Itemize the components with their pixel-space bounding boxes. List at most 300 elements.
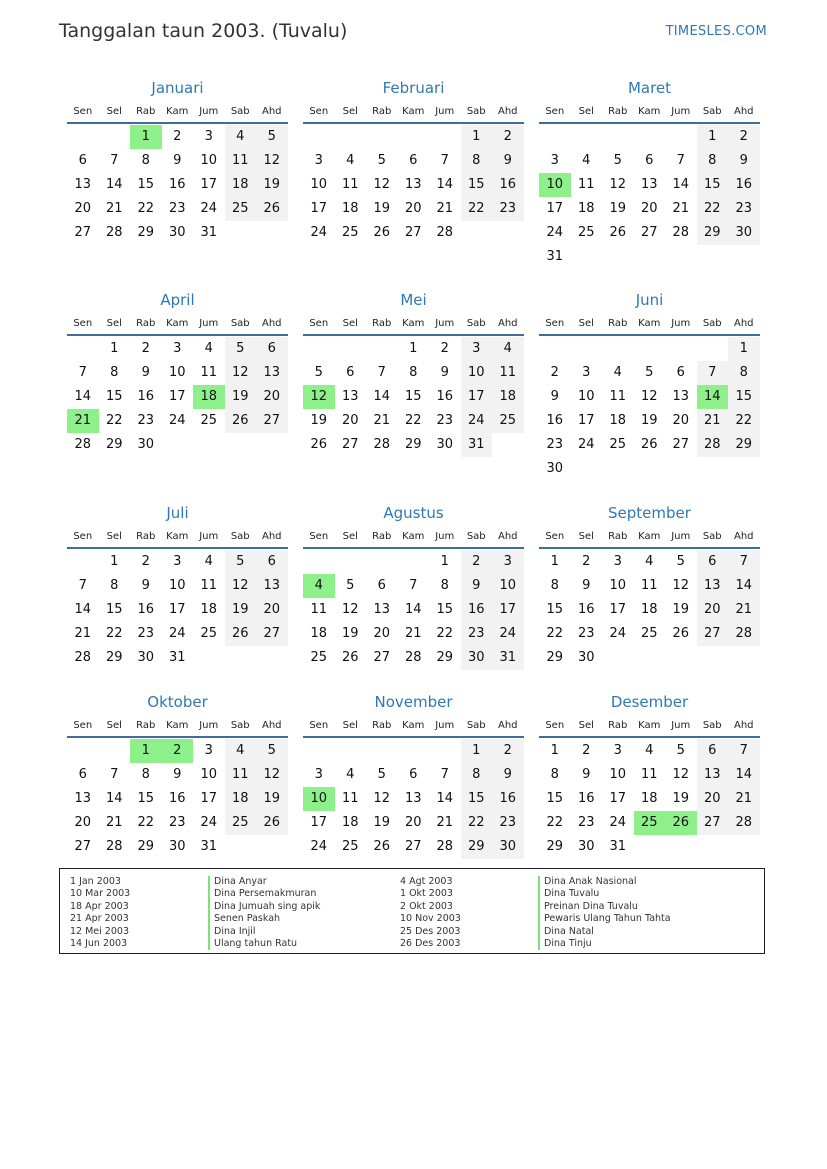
day-cell: 25 [640,626,658,641]
weekday-label: Kam [638,105,661,117]
day-cell: 6 [409,767,418,782]
day-cell: 25 [225,197,257,221]
day-cell: 23 [137,626,155,641]
empty-cell [67,125,99,149]
day-cell: 5 [676,743,685,758]
day-cell: 25 [200,626,218,641]
day-cell: 15 [461,787,493,811]
day-cell: 23 [546,437,564,452]
day-cell: 19 [310,413,328,428]
week-row [67,550,288,574]
day-cell: 8 [461,763,493,787]
weekday-label: Sel [342,530,358,542]
day-cell: 22 [137,815,155,830]
day-cell: 26 [665,811,697,835]
day-cell: 19 [672,791,690,806]
day-cell: 13 [256,361,288,385]
month-10 [67,684,288,859]
day-cell: 15 [728,385,760,409]
holiday-date: 14 Jun 2003 [70,938,128,950]
holiday-date: 25 Des 2003 [400,925,461,937]
week-row [303,173,524,197]
day-cell: 5 [225,337,257,361]
empty-cell [665,337,697,361]
day-cell: 28 [373,437,391,452]
day-cell: 21 [105,201,123,216]
weekday-label: Kam [638,317,661,329]
day-cell: 18 [225,787,257,811]
empty-cell [571,457,603,481]
weekday-label: Ahd [497,719,518,731]
empty-cell [366,739,398,763]
day-cell: 12 [609,177,627,192]
week-row [303,622,524,646]
day-cell: 8 [728,361,760,385]
day-cell: 29 [546,650,564,665]
day-cell: 24 [461,409,493,433]
week-row [303,787,524,811]
day-cell: 31 [461,433,493,457]
week-row [67,811,288,835]
empty-cell [303,337,335,361]
day-cell: 24 [310,839,328,854]
day-cell: 23 [577,815,595,830]
week-row [67,221,288,245]
day-cell: 12 [256,763,288,787]
day-cell: 23 [577,626,595,641]
empty-cell [398,739,430,763]
week-row [67,433,288,457]
holiday-name: Dina Tuvalu [538,888,671,900]
day-cell: 14 [672,177,690,192]
day-cell: 3 [314,767,323,782]
day-cell: 28 [105,839,123,854]
day-cell: 11 [200,365,218,380]
day-cell: 17 [310,201,328,216]
week-row [303,646,524,670]
week-row [67,574,288,598]
week-row [303,763,524,787]
holiday-date: 18 Apr 2003 [70,900,129,912]
holiday-date: 10 Nov 2003 [400,913,461,925]
weekday-label: Rab [608,530,628,542]
day-cell: 10 [168,365,186,380]
day-cell: 16 [492,173,524,197]
day-cell: 20 [697,598,729,622]
day-cell: 22 [461,811,493,835]
day-cell: 14 [373,389,391,404]
weekday-label: Ahd [261,317,282,329]
week-row [539,149,760,173]
holiday-name: Dina Jumuah sing apik [208,901,320,913]
weekday-label: Sen [545,317,565,329]
day-cell: 7 [78,578,87,593]
day-cell: 24 [609,626,627,641]
day-cell: 25 [200,413,218,428]
brand-link[interactable]: TIMESLES.COM [665,24,767,39]
day-cell: 14 [404,602,422,617]
day-cell: 29 [461,835,493,859]
month-name: Juni [635,291,664,309]
day-cell: 12 [640,389,658,404]
day-cell: 17 [200,791,218,806]
day-cell: 4 [492,337,524,361]
day-cell: 6 [697,550,729,574]
day-cell: 17 [310,815,328,830]
day-cell: 7 [697,361,729,385]
month-12 [539,684,760,859]
day-cell: 28 [404,650,422,665]
week-row [67,197,288,221]
weekday-header [539,312,760,336]
weekday-label: Rab [372,105,392,117]
month-name: Februari [382,79,445,97]
day-cell: 4 [613,365,622,380]
day-cell: 24 [577,437,595,452]
weekday-label: Ahd [261,105,282,117]
month-3 [539,70,760,269]
legend-names-right [538,876,671,950]
empty-cell [335,125,367,149]
day-cell: 4 [204,341,213,356]
day-cell: 27 [74,839,92,854]
week-row [539,457,760,481]
weekday-label: Sab [702,530,722,542]
week-row [539,433,760,457]
week-row [539,197,760,221]
day-cell: 2 [141,554,150,569]
day-cell: 17 [461,385,493,409]
holiday-name: Ulang tahun Ratu [208,938,320,950]
week-row [67,409,288,433]
weekday-label: Ahd [497,530,518,542]
empty-cell [162,433,194,457]
day-cell: 14 [728,763,760,787]
day-cell: 3 [582,365,591,380]
weekday-label: Sen [545,719,565,731]
day-cell: 26 [256,811,288,835]
month-1 [67,70,288,245]
day-cell: 20 [256,598,288,622]
month-9 [539,495,760,670]
day-cell: 8 [550,578,559,593]
week-row [539,125,760,149]
week-row [539,221,760,245]
empty-cell [492,221,524,245]
day-cell: 13 [404,177,422,192]
weekday-header [303,100,524,124]
month-name: Desember [610,693,689,711]
day-cell: 2 [582,554,591,569]
day-cell: 13 [697,574,729,598]
day-cell: 19 [373,201,391,216]
empty-cell [461,221,493,245]
day-cell: 26 [225,622,257,646]
day-cell: 15 [105,602,123,617]
weekday-label: Rab [372,530,392,542]
empty-cell [697,835,729,859]
day-cell: 28 [74,437,92,452]
empty-cell [256,221,288,245]
holiday-date: 4 Agt 2003 [400,876,453,887]
day-cell: 11 [609,389,627,404]
day-cell: 1 [550,554,559,569]
day-cell: 6 [256,337,288,361]
weekday-header [303,312,524,336]
day-cell: 10 [609,767,627,782]
day-cell: 10 [200,767,218,782]
day-cell: 17 [546,201,564,216]
day-cell: 9 [173,153,182,168]
day-cell: 29 [697,221,729,245]
week-row [67,125,288,149]
day-cell: 18 [640,602,658,617]
day-cell: 18 [609,413,627,428]
weekday-label: Ahd [497,105,518,117]
day-cell: 16 [461,598,493,622]
day-cell: 11 [200,578,218,593]
day-cell: 30 [137,437,155,452]
holiday-legend [59,868,765,954]
day-cell: 1 [130,125,162,149]
month-name: Juli [166,504,189,522]
day-cell: 31 [546,249,564,264]
empty-cell [429,739,461,763]
day-cell: 22 [105,626,123,641]
day-cell: 2 [728,125,760,149]
day-cell: 22 [697,197,729,221]
weekday-label: Rab [136,105,156,117]
day-cell: 20 [640,201,658,216]
day-cell: 2 [582,743,591,758]
day-cell: 5 [377,153,386,168]
empty-cell [602,337,634,361]
weekday-label: Sel [106,530,122,542]
day-cell: 17 [200,177,218,192]
day-cell: 7 [377,365,386,380]
day-cell: 29 [404,437,422,452]
month-name: Januari [151,79,204,97]
day-cell: 21 [74,626,92,641]
week-row [539,385,760,409]
day-cell: 5 [314,365,323,380]
day-cell: 2 [492,739,524,763]
weekday-label: Jum [199,105,219,117]
month-5 [303,282,524,457]
day-cell: 5 [256,125,288,149]
day-cell: 11 [577,177,595,192]
day-cell: 16 [436,389,454,404]
weekday-header [539,714,760,738]
day-cell: 11 [225,763,257,787]
weekday-label: Sab [466,719,486,731]
empty-cell [256,835,288,859]
day-cell: 31 [168,650,186,665]
day-cell: 24 [168,626,186,641]
day-cell: 1 [697,125,729,149]
week-row [67,646,288,670]
day-cell: 7 [676,153,685,168]
day-cell: 10 [200,153,218,168]
day-cell: 23 [436,413,454,428]
day-cell: 27 [404,839,422,854]
weekday-label: Sab [230,317,250,329]
day-cell: 15 [105,389,123,404]
day-cell: 26 [609,225,627,240]
day-cell: 28 [105,225,123,240]
day-cell: 10 [310,177,328,192]
day-cell: 14 [74,602,92,617]
empty-cell [634,646,666,670]
legend-names-left [208,876,320,950]
empty-cell [303,125,335,149]
weekday-label: Sab [230,719,250,731]
empty-cell [225,433,257,457]
day-cell: 22 [461,197,493,221]
weekday-label: Kam [166,105,189,117]
month-name: Maret [627,79,672,97]
holiday-name: Preinan Dina Tuvalu [538,901,671,913]
day-cell: 1 [440,554,449,569]
day-cell: 29 [137,839,155,854]
day-cell: 20 [404,201,422,216]
week-row [67,149,288,173]
weekday-label: Sel [578,719,594,731]
day-cell: 15 [697,173,729,197]
weekday-label: Sen [309,105,329,117]
day-cell: 21 [436,201,454,216]
weekday-label: Jum [435,719,455,731]
day-cell: 2 [492,125,524,149]
day-cell: 13 [373,602,391,617]
day-cell: 9 [582,767,591,782]
day-cell: 26 [310,437,328,452]
day-cell: 22 [728,409,760,433]
weekday-label: Kam [402,105,425,117]
empty-cell [225,221,257,245]
empty-cell [571,125,603,149]
day-cell: 27 [672,437,690,452]
week-row [303,574,524,598]
day-cell: 13 [341,389,359,404]
day-cell: 7 [728,739,760,763]
holiday-name: Dina Persemakmuran [208,888,320,900]
empty-cell [67,550,99,574]
empty-cell [366,125,398,149]
empty-cell [634,337,666,361]
day-cell: 9 [173,767,182,782]
day-cell: 19 [225,385,257,409]
day-cell: 7 [110,767,119,782]
legend-dates-left [70,876,130,950]
day-cell: 16 [168,791,186,806]
day-cell: 16 [577,791,595,806]
day-cell: 1 [110,554,119,569]
holiday-date: 1 Okt 2003 [400,888,453,900]
weekday-label: Jum [435,105,455,117]
day-cell: 29 [546,839,564,854]
weekday-label: Sab [702,719,722,731]
day-cell: 7 [409,578,418,593]
month-7 [67,495,288,670]
day-cell: 15 [461,173,493,197]
month-11 [303,684,524,859]
empty-cell [366,550,398,574]
day-cell: 24 [200,201,218,216]
week-row [539,173,760,197]
weekday-label: Sel [342,105,358,117]
day-cell: 10 [461,361,493,385]
day-cell: 6 [409,153,418,168]
weekday-label: Sel [106,719,122,731]
week-row [539,763,760,787]
day-cell: 21 [105,815,123,830]
weekday-label: Kam [638,530,661,542]
day-cell: 11 [640,578,658,593]
weekday-label: Ahd [733,105,754,117]
day-cell: 24 [168,413,186,428]
day-cell: 2 [141,341,150,356]
weekday-label: Jum [435,317,455,329]
day-cell: 7 [78,365,87,380]
day-cell: 20 [74,815,92,830]
holiday-date: 21 Apr 2003 [70,913,129,925]
day-cell: 29 [105,650,123,665]
day-cell: 19 [373,815,391,830]
weekday-header [303,525,524,549]
day-cell: 29 [436,650,454,665]
day-cell: 9 [492,763,524,787]
weekday-label: Sen [545,105,565,117]
day-cell: 15 [137,177,155,192]
day-cell: 18 [640,791,658,806]
empty-cell [665,245,697,269]
day-cell: 14 [728,574,760,598]
week-row [67,739,288,763]
legend-dates-right [400,876,461,950]
weekday-label: Kam [166,530,189,542]
weekday-label: Sen [73,530,93,542]
empty-cell [602,125,634,149]
day-cell: 16 [492,787,524,811]
day-cell: 17 [168,602,186,617]
day-cell: 12 [373,177,391,192]
week-row [67,361,288,385]
weekday-label: Sab [230,105,250,117]
day-cell: 5 [676,554,685,569]
day-cell: 12 [672,767,690,782]
empty-cell [571,245,603,269]
month-name: Mei [400,291,427,309]
weekday-label: Sen [309,530,329,542]
day-cell: 6 [346,365,355,380]
day-cell: 6 [676,365,685,380]
day-cell: 1 [110,341,119,356]
holiday-name: Dina Anyar [208,876,320,888]
empty-cell [728,835,760,859]
day-cell: 16 [137,602,155,617]
holiday-name: Pewaris Ulang Tahun Tahta [538,913,671,925]
day-cell: 19 [256,787,288,811]
empty-cell [429,125,461,149]
weekday-label: Sen [73,719,93,731]
empty-cell [335,550,367,574]
day-cell: 17 [609,791,627,806]
day-cell: 10 [539,173,571,197]
weekday-label: Kam [638,719,661,731]
day-cell: 16 [137,389,155,404]
empty-cell [67,337,99,361]
